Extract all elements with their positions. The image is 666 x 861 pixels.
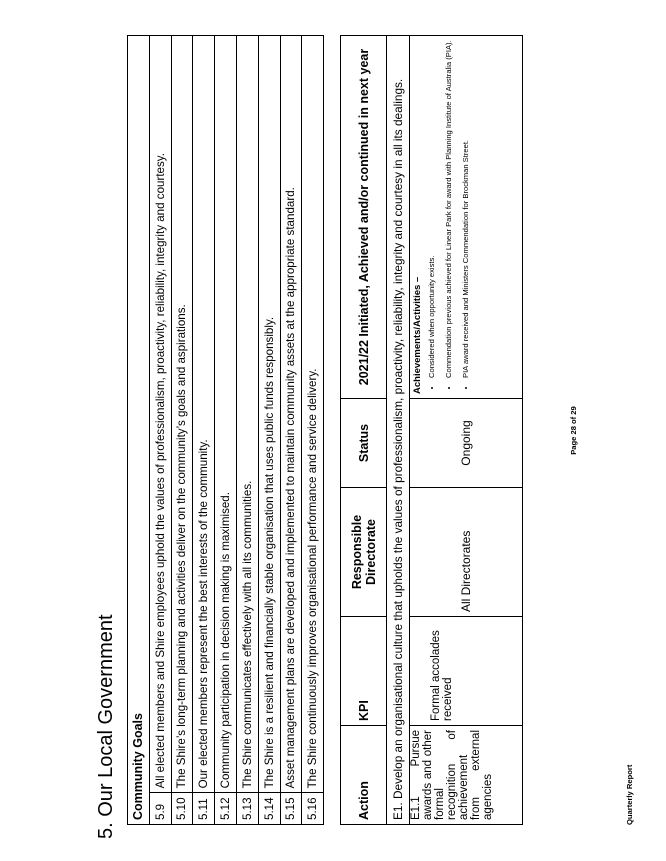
goal-number: 5.13 [236,793,258,825]
goal-row [258,36,280,825]
goal-text: The Shire is a resilient and financially stable organisation that uses public funds responsibly. [258,36,280,793]
goal-row [193,36,215,825]
header-action: Action [341,726,387,825]
objective-text: E1. Develop an organisational culture that upholds the values of professionalism, proactivity, reliability, integrity and courtesy in all its dealings. [387,36,410,825]
goal-text: Our elected members represent the best interests of the community. [193,36,215,793]
community-goals-table [127,35,324,825]
goal-text: The Shire communicates effectively with all its communities. [236,36,258,793]
goals-heading: Community Goals [128,36,150,825]
achievements-cell [410,36,523,399]
goal-text: All elected members and Shire employees uphold the values of professionalism, proactivity, reliability, integrity and courtesy. [149,36,171,793]
kpi-text: Formal accolades received [410,617,523,726]
goal-number: 5.11 [193,793,215,825]
goal-text: Community participation in decision making is maximised. [215,36,237,793]
kpi-header-row [341,36,387,825]
kpi-table [340,35,523,825]
directorate-text: All Directorates [410,488,523,617]
achievements-list [427,40,471,394]
kpi-row [410,36,523,825]
goal-text: The Shire’s long-term planning and activities deliver on the community’s goals and aspirations. [171,36,193,793]
objective-row [387,36,410,825]
goal-number: 5.9 [149,793,171,825]
header-kpi: KPI [341,617,387,726]
goal-text: The Shire continuously improves organisational performance and service delivery. [302,36,324,793]
goal-row [171,36,193,825]
header-status: Status [341,399,387,488]
page-title: 5. Our Local Government [95,614,117,839]
action-text: E1.1 Pursue awards and other formal recognition of achievement from external agencies [410,726,523,825]
goal-number: 5.10 [171,793,193,825]
goal-row [149,36,171,825]
goal-row [302,36,324,825]
achievement-item: • Considered when opportunity exists. [427,40,437,378]
page-number: Page 28 of 29 [569,406,578,455]
header-directorate: Responsible Directorate [341,488,387,617]
goal-row [280,36,302,825]
goal-row [236,36,258,825]
goal-number: 5.15 [280,793,302,825]
achievement-item: • PIA award received and Ministers Commendation for Brockman Street. [461,40,471,378]
goal-row [215,36,237,825]
goal-number: 5.16 [302,793,324,825]
status-text: Ongoing [410,399,523,488]
goal-text: Asset management plans are developed and implemented to maintain community assets at the appropriate standard. [280,36,302,793]
goal-number: 5.12 [215,793,237,825]
achievement-item: • Commendation previous achieved for Linear Park for award with Planning Institute of Australia (PIA). [444,40,454,378]
header-progress: 2021/22 Initiated, Achieved and/or continued in next year [341,36,387,399]
goals-heading-row [128,36,150,825]
goal-number: 5.14 [258,793,280,825]
achievements-heading: Achievements/Activities – [412,276,423,394]
report-name: Quarterly Report [625,764,634,825]
